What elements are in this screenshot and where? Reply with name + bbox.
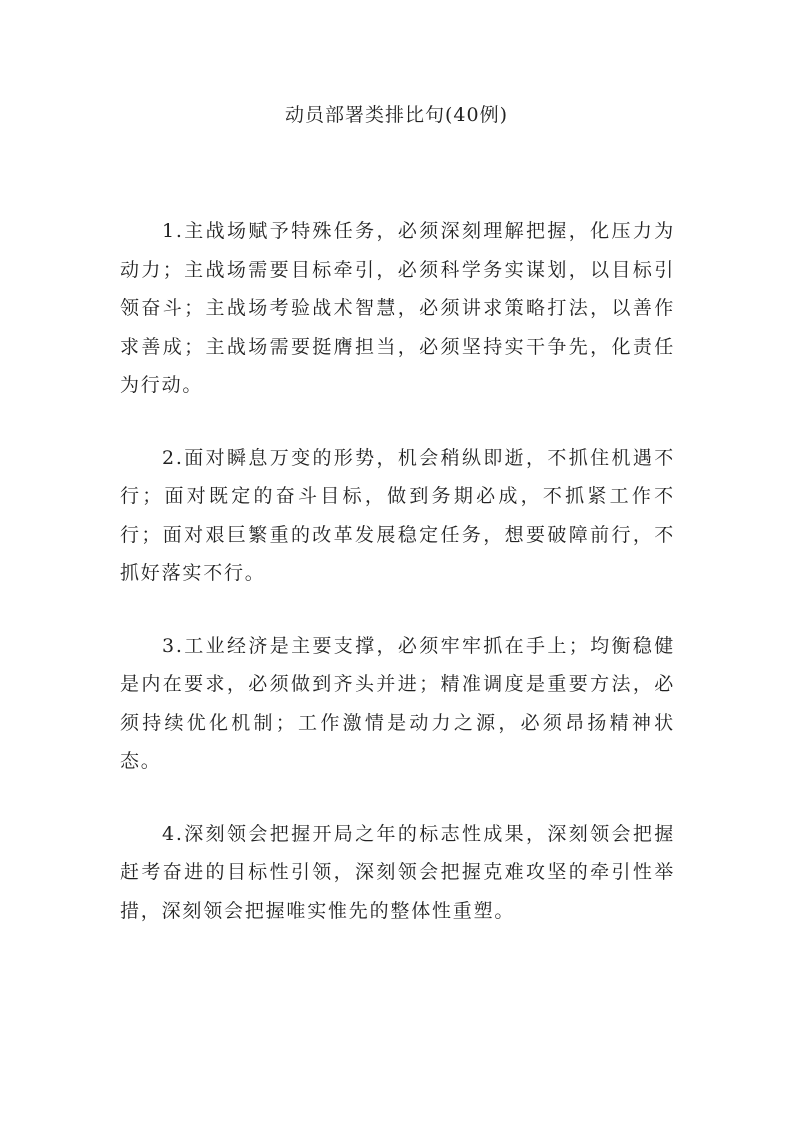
paragraph-3: 3.工业经济是主要支撑，必须牢牢抓在手上；均衡稳健是内在要求，必须做到齐头并进；精准调度是重要方法，必须持续优化机制；工作激情是动力之源，必须昂扬精神状态。 bbox=[120, 634, 675, 772]
paragraph-2: 2.面对瞬息万变的形势，机会稍纵即逝，不抓住机遇不行；面对既定的奋斗目标，做到务期必成，不抓紧工作不行；面对艰巨繁重的改革发展稳定任务，想要破障前行，不抓好落实不行。 bbox=[120, 446, 675, 584]
paragraph-1: 1.主战场赋予特殊任务，必须深刻理解把握，化压力为动力；主战场需要目标牵引，必须科学务实谋划，以目标引领奋斗；主战场考验战术智慧，必须讲求策略打法，以善作求善成；主战场需要挺膺担当，必须坚持实干争先，化责任为行动。 bbox=[120, 220, 675, 396]
document-body bbox=[120, 212, 675, 964]
paragraph-4: 4.深刻领会把握开局之年的标志性成果，深刻领会把握赶考奋进的目标性引领，深刻领会把握克难攻坚的牵引性举措，深刻领会把握唯实惟先的整体性重塑。 bbox=[120, 822, 675, 922]
document-title: 动员部署类排比句(40例) bbox=[284, 104, 508, 126]
